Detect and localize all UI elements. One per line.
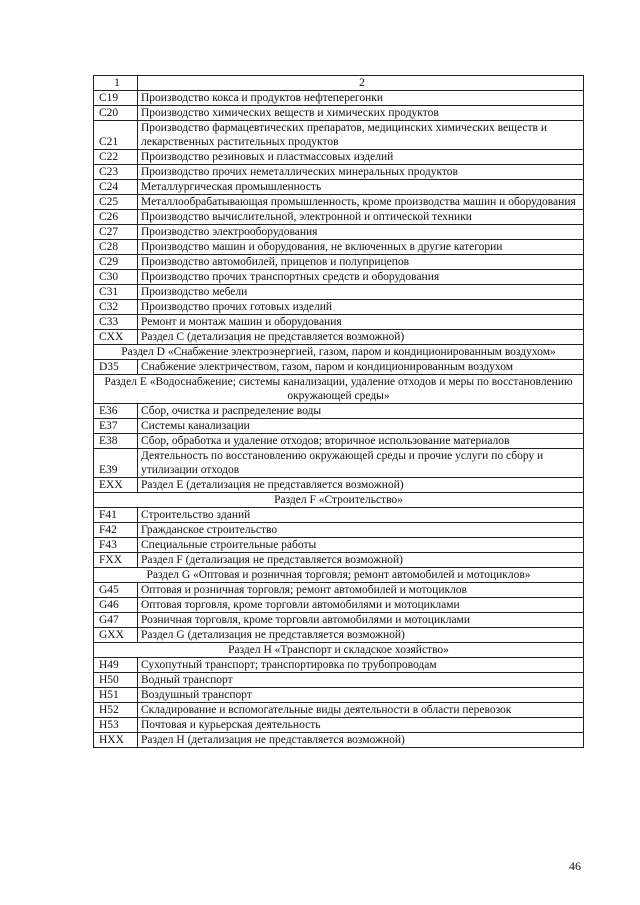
table-row	[94, 673, 584, 688]
table-row	[94, 360, 584, 375]
activity-description: Воздушный транспорт	[138, 688, 584, 703]
activity-description: Производство химических веществ и химических продуктов	[138, 106, 584, 121]
activity-code: C27	[94, 225, 138, 240]
activity-code: HXX	[94, 733, 138, 748]
activity-description: Раздел Е (детализация не представляется возможной)	[138, 478, 584, 493]
activity-code: E39	[94, 449, 138, 478]
table-row	[94, 106, 584, 121]
activity-description: Складирование и вспомогательные виды деятельности в области перевозок	[138, 703, 584, 718]
table-row	[94, 583, 584, 598]
activity-description: Гражданское строительство	[138, 523, 584, 538]
activity-code: C30	[94, 270, 138, 285]
activity-code: H49	[94, 658, 138, 673]
table-row	[94, 478, 584, 493]
activity-code: C21	[94, 121, 138, 150]
table-row	[94, 688, 584, 703]
activity-description: Строительство зданий	[138, 508, 584, 523]
activity-description: Производство прочих транспортных средств и оборудования	[138, 270, 584, 285]
activity-code: E36	[94, 404, 138, 419]
activity-code: G47	[94, 613, 138, 628]
table-row	[94, 419, 584, 434]
table-row	[94, 404, 584, 419]
table-row	[94, 270, 584, 285]
table-row	[94, 91, 584, 106]
activity-description: Сбор, очистка и распределение воды	[138, 404, 584, 419]
activity-description: Производство мебели	[138, 285, 584, 300]
activity-code: C19	[94, 91, 138, 106]
activity-code: C25	[94, 195, 138, 210]
table-row	[94, 180, 584, 195]
table-row	[94, 508, 584, 523]
activity-description: Раздел Н (детализация не представляется возможной)	[138, 733, 584, 748]
activity-code: C29	[94, 255, 138, 270]
table-row	[94, 733, 584, 748]
activity-code: GXX	[94, 628, 138, 643]
activity-description: Производство резиновых и пластмассовых изделий	[138, 150, 584, 165]
activity-description: Раздел G (детализация не представляется возможной)	[138, 628, 584, 643]
activity-description: Деятельность по восстановлению окружающей среды и прочие услуги по сбору и утилизации отходов	[138, 449, 584, 478]
section-row	[94, 493, 584, 508]
activity-code: C31	[94, 285, 138, 300]
activity-code: FXX	[94, 553, 138, 568]
activity-description: Производство фармацевтических препаратов, медицинских химических веществ и лекарственных растительных продуктов	[138, 121, 584, 150]
section-row	[94, 345, 584, 360]
activity-description: Раздел С (детализация не представляется возможной)	[138, 330, 584, 345]
table-row	[94, 315, 584, 330]
table-row	[94, 628, 584, 643]
activity-description: Производство машин и оборудования, не включенных в другие категории	[138, 240, 584, 255]
page-number: 46	[569, 859, 581, 873]
activity-description: Производство автомобилей, прицепов и полуприцепов	[138, 255, 584, 270]
table-row	[94, 165, 584, 180]
activity-description: Почтовая и курьерская деятельность	[138, 718, 584, 733]
activity-description: Производство кокса и продуктов нефтеперегонки	[138, 91, 584, 106]
activity-description: Производство вычислительной, электронной и оптической техники	[138, 210, 584, 225]
table-row	[94, 300, 584, 315]
activity-description: Снабжение электричеством, газом, паром и кондиционированным воздухом	[138, 360, 584, 375]
table-row	[94, 195, 584, 210]
table-row	[94, 553, 584, 568]
activity-description: Водный транспорт	[138, 673, 584, 688]
table-row	[94, 703, 584, 718]
table-body	[94, 76, 584, 748]
table-row	[94, 523, 584, 538]
activity-code: E38	[94, 434, 138, 449]
activity-code: C24	[94, 180, 138, 195]
activity-code: CXX	[94, 330, 138, 345]
activity-description: Специальные строительные работы	[138, 538, 584, 553]
table-row	[94, 538, 584, 553]
activity-description: Металлообрабатывающая промышленность, кроме производства машин и оборудования	[138, 195, 584, 210]
table-row	[94, 718, 584, 733]
activity-code: G45	[94, 583, 138, 598]
activity-code: F43	[94, 538, 138, 553]
header-col-1: 1	[94, 76, 138, 91]
section-row	[94, 643, 584, 658]
table-row	[94, 210, 584, 225]
activity-code: D35	[94, 360, 138, 375]
section-row	[94, 568, 584, 583]
table-header-row	[94, 76, 584, 91]
table-row	[94, 449, 584, 478]
activity-description: Производство прочих готовых изделий	[138, 300, 584, 315]
section-title: Раздел E «Водоснабжение; системы канализации, удаление отходов и меры по восстановлению окружающей среды»	[94, 375, 584, 404]
activity-code: F41	[94, 508, 138, 523]
activity-description: Оптовая торговля, кроме торговли автомобилями и мотоциклами	[138, 598, 584, 613]
activity-code: C32	[94, 300, 138, 315]
section-title: Раздел G «Оптовая и розничная торговля; ремонт автомобилей и мотоциклов»	[94, 568, 584, 583]
activity-code: C28	[94, 240, 138, 255]
section-title: Раздел F «Строительство»	[94, 493, 584, 508]
activity-code: E37	[94, 419, 138, 434]
activity-description: Ремонт и монтаж машин и оборудования	[138, 315, 584, 330]
table-row	[94, 150, 584, 165]
activity-code: EXX	[94, 478, 138, 493]
activity-description: Раздел F (детализация не представляется возможной)	[138, 553, 584, 568]
activity-description: Сухопутный транспорт; транспортировка по трубопроводам	[138, 658, 584, 673]
section-title: Раздел D «Снабжение электроэнергией, газом, паром и кондиционированным воздухом»	[94, 345, 584, 360]
activity-code: G46	[94, 598, 138, 613]
activity-description: Производство прочих неметаллических минеральных продуктов	[138, 165, 584, 180]
section-title: Раздел H «Транспорт и складское хозяйство»	[94, 643, 584, 658]
table-row	[94, 121, 584, 150]
activity-code: H53	[94, 718, 138, 733]
table-row	[94, 330, 584, 345]
activity-code: H52	[94, 703, 138, 718]
activity-code: C22	[94, 150, 138, 165]
activity-code: C20	[94, 106, 138, 121]
section-row	[94, 375, 584, 404]
activity-code: C33	[94, 315, 138, 330]
table-row	[94, 434, 584, 449]
table-row	[94, 240, 584, 255]
activity-code: F42	[94, 523, 138, 538]
activity-description: Металлургическая промышленность	[138, 180, 584, 195]
activity-description: Системы канализации	[138, 419, 584, 434]
activity-description: Оптовая и розничная торговля; ремонт автомобилей и мотоциклов	[138, 583, 584, 598]
activity-code: C23	[94, 165, 138, 180]
activity-code: H51	[94, 688, 138, 703]
activity-description: Производство электрооборудования	[138, 225, 584, 240]
activity-codes-table	[93, 75, 584, 748]
table-row	[94, 255, 584, 270]
activity-description: Сбор, обработка и удаление отходов; вторичное использование материалов	[138, 434, 584, 449]
activity-description: Розничная торговля, кроме торговли автомобилями и мотоциклами	[138, 613, 584, 628]
table-row	[94, 285, 584, 300]
activity-code: H50	[94, 673, 138, 688]
header-col-2: 2	[138, 76, 584, 91]
table-row	[94, 598, 584, 613]
activity-code: C26	[94, 210, 138, 225]
table-row	[94, 658, 584, 673]
table-row	[94, 225, 584, 240]
table-row	[94, 613, 584, 628]
